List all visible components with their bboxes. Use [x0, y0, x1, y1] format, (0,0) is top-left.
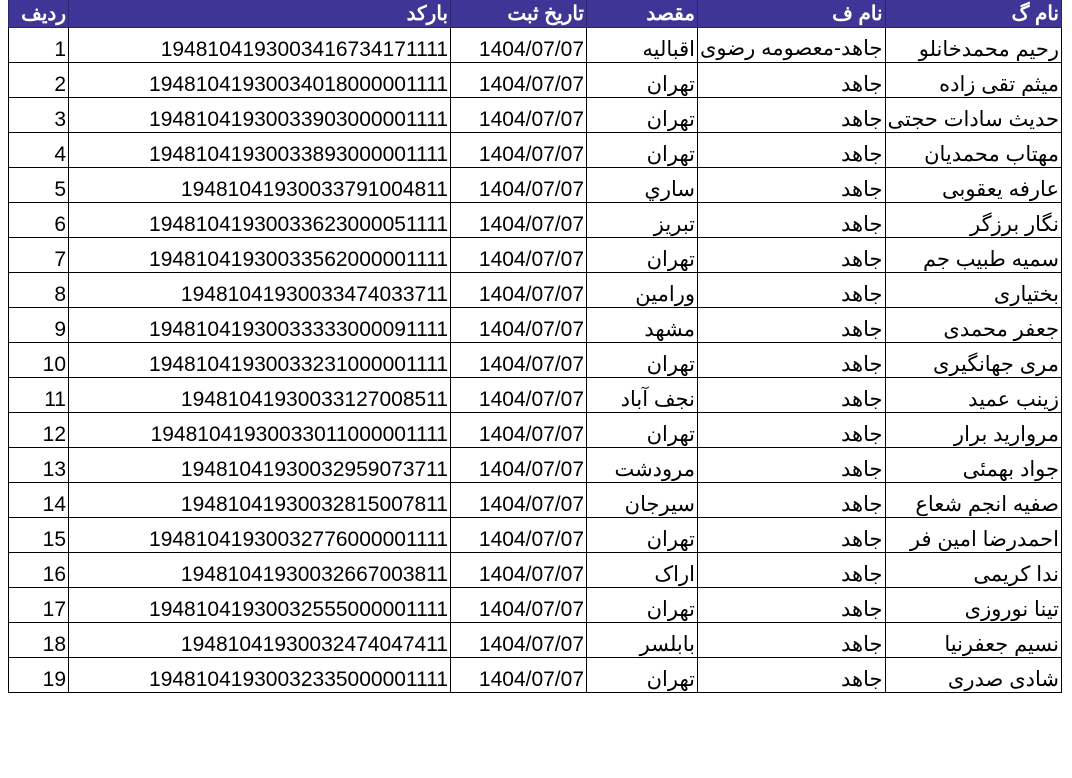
cell-date[interactable]: 1404/07/07	[451, 343, 587, 378]
header-date[interactable]: تاریخ ثبت	[451, 0, 587, 28]
cell-row-number[interactable]: 16	[9, 553, 69, 588]
cell-barcode[interactable]: 19481041930033231000001111	[69, 343, 451, 378]
cell-first-name[interactable]: شادی صدری	[885, 658, 1061, 693]
cell-first-name[interactable]: عارفه یعقوبی	[885, 168, 1061, 203]
cell-barcode[interactable]: 19481041930032555000001111	[69, 588, 451, 623]
table-row	[9, 413, 1062, 448]
cell-destination[interactable]: ورامین	[587, 273, 698, 308]
cell-row-number[interactable]: 2	[9, 63, 69, 98]
cell-date[interactable]: 1404/07/07	[451, 133, 587, 168]
cell-barcode[interactable]: 19481041930032474047411	[69, 623, 451, 658]
cell-date[interactable]: 1404/07/07	[451, 63, 587, 98]
table-row	[9, 98, 1062, 133]
cell-date[interactable]: 1404/07/07	[451, 448, 587, 483]
cell-last-name[interactable]: جاهد	[698, 133, 886, 168]
cell-first-name[interactable]: نسیم جعفرنیا	[885, 623, 1061, 658]
cell-barcode[interactable]: 19481041930033562000001111	[69, 238, 451, 273]
cell-barcode[interactable]: 19481041930033903000001111	[69, 98, 451, 133]
cell-barcode[interactable]: 19481041930033791004811	[69, 168, 451, 203]
table-row	[9, 518, 1062, 553]
cell-last-name[interactable]: جاهد	[698, 378, 886, 413]
cell-destination[interactable]: تهران	[587, 343, 698, 378]
cell-date[interactable]: 1404/07/07	[451, 623, 587, 658]
cell-date[interactable]: 1404/07/07	[451, 238, 587, 273]
cell-row-number[interactable]: 7	[9, 238, 69, 273]
cell-barcode[interactable]: 19481041930032776000001111	[69, 518, 451, 553]
header-destination[interactable]: مقصد	[587, 0, 698, 28]
shipments-table	[8, 0, 1062, 693]
cell-last-name[interactable]: جاهد	[698, 553, 886, 588]
cell-date[interactable]: 1404/07/07	[451, 518, 587, 553]
cell-row-number[interactable]: 6	[9, 203, 69, 238]
cell-date[interactable]: 1404/07/07	[451, 658, 587, 693]
cell-barcode[interactable]: 19481041930033333000091111	[69, 308, 451, 343]
table-row	[9, 168, 1062, 203]
cell-first-name[interactable]: مروارید برار	[885, 413, 1061, 448]
cell-date[interactable]: 1404/07/07	[451, 483, 587, 518]
cell-row-number[interactable]: 10	[9, 343, 69, 378]
header-barcode[interactable]: بارکد	[69, 0, 451, 28]
cell-date[interactable]: 1404/07/07	[451, 273, 587, 308]
cell-barcode[interactable]: 19481041930034018000001111	[69, 63, 451, 98]
cell-last-name[interactable]: جاهد	[698, 413, 886, 448]
cell-row-number[interactable]: 11	[9, 378, 69, 413]
cell-destination[interactable]: تبریز	[587, 203, 698, 238]
cell-last-name[interactable]: جاهد	[698, 658, 886, 693]
cell-destination[interactable]: تهران	[587, 63, 698, 98]
table-row	[9, 378, 1062, 413]
cell-first-name[interactable]: مری جهانگیری	[885, 343, 1061, 378]
cell-last-name[interactable]: جاهد	[698, 238, 886, 273]
cell-row-number[interactable]: 17	[9, 588, 69, 623]
cell-last-name[interactable]: جاهد	[698, 623, 886, 658]
cell-destination[interactable]: اقبالیه	[587, 28, 698, 63]
cell-row-number[interactable]: 1	[9, 28, 69, 63]
table-row	[9, 553, 1062, 588]
table-row	[9, 133, 1062, 168]
cell-date[interactable]: 1404/07/07	[451, 378, 587, 413]
table-row	[9, 238, 1062, 273]
cell-first-name[interactable]: جواد بهمئی	[885, 448, 1061, 483]
cell-last-name[interactable]: جاهد	[698, 203, 886, 238]
cell-destination[interactable]: تهران	[587, 238, 698, 273]
cell-last-name[interactable]: جاهد	[698, 98, 886, 133]
cell-date[interactable]: 1404/07/07	[451, 308, 587, 343]
cell-last-name[interactable]: جاهد	[698, 343, 886, 378]
cell-first-name[interactable]: تینا نوروزی	[885, 588, 1061, 623]
cell-destination[interactable]: نجف آباد	[587, 378, 698, 413]
cell-destination[interactable]: بابلسر	[587, 623, 698, 658]
cell-first-name[interactable]: بختیاری	[885, 273, 1061, 308]
cell-date[interactable]: 1404/07/07	[451, 28, 587, 63]
cell-barcode[interactable]: 19481041930032667003811	[69, 553, 451, 588]
cell-last-name[interactable]: جاهد	[698, 308, 886, 343]
cell-row-number[interactable]: 13	[9, 448, 69, 483]
cell-first-name[interactable]: صفیه انجم شعاع	[885, 483, 1061, 518]
cell-last-name[interactable]: جاهد	[698, 63, 886, 98]
cell-last-name[interactable]: جاهد-معصومه رضوی	[698, 28, 886, 63]
cell-first-name[interactable]: نگار برزگر	[885, 203, 1061, 238]
cell-first-name[interactable]: زینب عمید	[885, 378, 1061, 413]
cell-destination[interactable]: تهران	[587, 588, 698, 623]
table-row	[9, 203, 1062, 238]
cell-barcode[interactable]: 1948104193003416734171111	[69, 28, 451, 63]
cell-row-number[interactable]: 18	[9, 623, 69, 658]
cell-first-name[interactable]: حدیث سادات حجتی	[885, 98, 1061, 133]
header-last-name[interactable]: نام ف	[698, 0, 886, 28]
table-row	[9, 483, 1062, 518]
table-row	[9, 63, 1062, 98]
cell-date[interactable]: 1404/07/07	[451, 588, 587, 623]
cell-destination[interactable]: تهران	[587, 98, 698, 133]
cell-barcode[interactable]: 19481041930033127008511	[69, 378, 451, 413]
table-row	[9, 343, 1062, 378]
table-row	[9, 448, 1062, 483]
header-first-name[interactable]: نام گ	[885, 0, 1061, 28]
cell-row-number[interactable]: 14	[9, 483, 69, 518]
cell-destination[interactable]: مشهد	[587, 308, 698, 343]
cell-row-number[interactable]: 5	[9, 168, 69, 203]
cell-barcode[interactable]: 19481041930033893000001111	[69, 133, 451, 168]
table-row	[9, 308, 1062, 343]
table-row	[9, 623, 1062, 658]
cell-last-name[interactable]: جاهد	[698, 518, 886, 553]
cell-barcode[interactable]: 19481041930032335000001111	[69, 658, 451, 693]
cell-date[interactable]: 1404/07/07	[451, 168, 587, 203]
table-row	[9, 658, 1062, 693]
cell-last-name[interactable]: جاهد	[698, 168, 886, 203]
cell-first-name[interactable]: سمیه طبیب جم	[885, 238, 1061, 273]
cell-row-number[interactable]: 8	[9, 273, 69, 308]
table-row	[9, 588, 1062, 623]
cell-row-number[interactable]: 9	[9, 308, 69, 343]
cell-date[interactable]: 1404/07/07	[451, 203, 587, 238]
cell-first-name[interactable]: احمدرضا امین فر	[885, 518, 1061, 553]
cell-row-number[interactable]: 12	[9, 413, 69, 448]
cell-date[interactable]: 1404/07/07	[451, 413, 587, 448]
cell-row-number[interactable]: 4	[9, 133, 69, 168]
cell-row-number[interactable]: 15	[9, 518, 69, 553]
table-row	[9, 273, 1062, 308]
cell-destination[interactable]: تهران	[587, 658, 698, 693]
cell-barcode[interactable]: 19481041930032959073711	[69, 448, 451, 483]
cell-first-name[interactable]: جعفر محمدی	[885, 308, 1061, 343]
cell-first-name[interactable]: مهتاب محمدیان	[885, 133, 1061, 168]
cell-last-name[interactable]: جاهد	[698, 273, 886, 308]
cell-destination[interactable]: سیرجان	[587, 483, 698, 518]
cell-destination[interactable]: مرودشت	[587, 448, 698, 483]
cell-barcode[interactable]: 19481041930033011000001111	[69, 413, 451, 448]
cell-last-name[interactable]: جاهد	[698, 588, 886, 623]
cell-date[interactable]: 1404/07/07	[451, 98, 587, 133]
cell-first-name[interactable]: رحیم محمدخانلو	[885, 28, 1061, 63]
cell-destination[interactable]: تهران	[587, 518, 698, 553]
cell-date[interactable]: 1404/07/07	[451, 553, 587, 588]
cell-barcode[interactable]: 19481041930033623000051111	[69, 203, 451, 238]
cell-destination[interactable]: تهران	[587, 133, 698, 168]
cell-first-name[interactable]: ندا کریمی	[885, 553, 1061, 588]
cell-last-name[interactable]: جاهد	[698, 448, 886, 483]
cell-first-name[interactable]: میثم تقی زاده	[885, 63, 1061, 98]
cell-destination[interactable]: اراک	[587, 553, 698, 588]
table-row	[9, 28, 1062, 63]
cell-barcode[interactable]: 19481041930033474033711	[69, 273, 451, 308]
cell-barcode[interactable]: 19481041930032815007811	[69, 483, 451, 518]
cell-last-name[interactable]: جاهد	[698, 483, 886, 518]
header-row	[9, 0, 1062, 28]
header-row-number[interactable]: ردیف	[9, 0, 69, 28]
cell-row-number[interactable]: 3	[9, 98, 69, 133]
cell-destination[interactable]: تهران	[587, 413, 698, 448]
cell-row-number[interactable]: 19	[9, 658, 69, 693]
cell-destination[interactable]: ساري	[587, 168, 698, 203]
